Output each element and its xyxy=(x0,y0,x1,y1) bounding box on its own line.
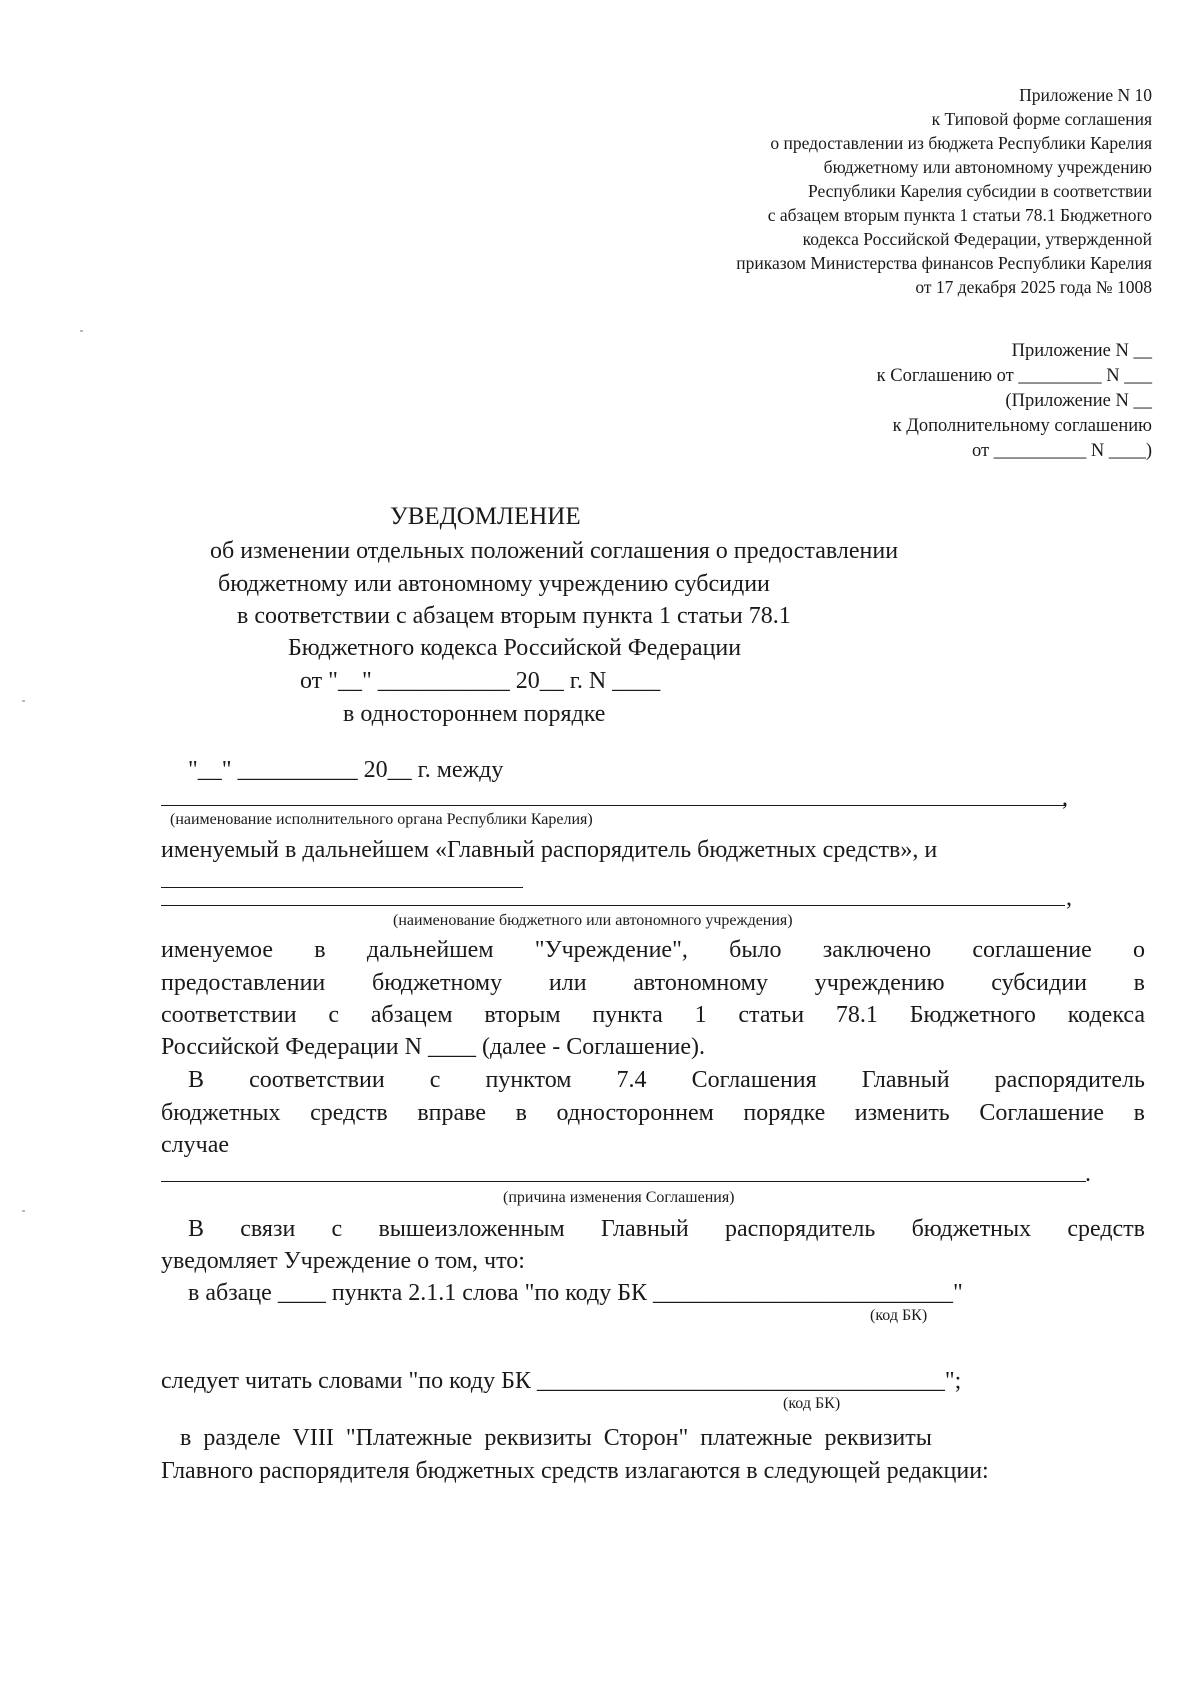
header-line: о предоставлении из бюджета Республики Карелия xyxy=(770,133,1152,153)
para1-line: предоставлении бюджетному или автономному учреждению субсидии в xyxy=(161,970,1145,996)
para1-line: именуемое в дальнейшем "Учреждение", было заключено соглашение о xyxy=(161,937,1145,963)
annex-block xyxy=(877,339,1152,464)
scan-speck xyxy=(80,330,83,332)
organ-name-rule xyxy=(161,805,1065,806)
header-line: Приложение N 10 xyxy=(1019,85,1152,105)
blank-rule xyxy=(161,887,523,888)
caption-organ: (наименование исполнительного органа Республики Карелия) xyxy=(170,811,593,828)
read-as-line: следует читать словами "по коду БК __________________________________"; xyxy=(161,1368,962,1394)
title-line: об изменении отдельных положений соглашения о предоставлении xyxy=(210,538,899,564)
para3-line: В связи с вышеизложенным Главный распорядитель бюджетных средств xyxy=(188,1216,1145,1242)
para2-line: В соответствии с пунктом 7.4 Соглашения Главный распорядитель xyxy=(188,1067,1145,1093)
scan-speck xyxy=(22,1210,25,1212)
header-line: к Типовой форме соглашения xyxy=(931,109,1152,129)
header-line: бюджетному или автономному учреждению xyxy=(823,157,1152,177)
para1-line: Российской Федерации N ____ (далее - Соглашение). xyxy=(161,1034,706,1060)
caption-reason: (причина изменения Соглашения) xyxy=(503,1189,735,1206)
title-line: в соответствии с абзацем вторым пункта 1 статьи 78.1 xyxy=(237,603,791,629)
named-chief-line: именуемый в дальнейшем «Главный распорядитель бюджетных средств», и xyxy=(161,837,938,863)
para3-line: уведомляет Учреждение о том, что: xyxy=(161,1248,525,1274)
caption-institution: (наименование бюджетного или автономного учреждения) xyxy=(393,912,793,929)
header-line: с абзацем вторым пункта 1 статьи 78.1 Бюджетного xyxy=(767,205,1152,225)
para2-line: случае xyxy=(161,1132,230,1158)
title-line: в одностороннем порядке xyxy=(343,701,606,727)
para4-line: в разделе VIII "Платежные реквизиты Сторон" платежные реквизиты xyxy=(180,1425,932,1451)
annex-line: к Соглашению от _________ N ___ xyxy=(876,366,1152,386)
abzats-line: в абзаце ____ пункта 2.1.1 слова "по коду БК _________________________" xyxy=(188,1280,963,1306)
scan-speck xyxy=(22,700,25,702)
date-between-line: "__" __________ 20__ г. между xyxy=(188,757,504,783)
annex-line: к Дополнительному соглашению xyxy=(892,416,1152,436)
header-block xyxy=(736,83,1152,299)
institution-name-rule xyxy=(161,905,1065,906)
comma: , xyxy=(1066,885,1072,911)
header-line: Республики Карелия субсидии в соответствии xyxy=(807,181,1152,201)
header-line: приказом Министерства финансов Республики Карелия xyxy=(736,253,1152,273)
title-line: Бюджетного кодекса Российской Федерации xyxy=(288,635,742,661)
comma: , xyxy=(1062,785,1068,811)
title-date-line: от "__" ___________ 20__ г. N ____ xyxy=(300,668,661,694)
para2-line: бюджетных средств вправе в одностороннем порядке изменить Соглашение в xyxy=(161,1100,1145,1126)
annex-line: (Приложение N __ xyxy=(1005,391,1152,411)
para4-line: Главного распорядителя бюджетных средств излагаются в следующей редакции: xyxy=(161,1458,989,1484)
header-line: кодекса Российской Федерации, утвержденной xyxy=(802,229,1152,249)
header-line: от 17 декабря 2025 года № 1008 xyxy=(915,277,1152,297)
caption-kbk: (код БК) xyxy=(783,1395,841,1412)
title-line: бюджетному или автономному учреждению субсидии xyxy=(218,571,770,597)
annex-line: Приложение N __ xyxy=(1011,341,1152,361)
period: . xyxy=(1085,1161,1091,1187)
para1-line: соответствии с абзацем вторым пункта 1 статьи 78.1 Бюджетного кодекса xyxy=(161,1002,1145,1028)
document-title: УВЕДОМЛЕНИЕ xyxy=(390,503,581,530)
reason-rule xyxy=(161,1181,1086,1182)
caption-kbk: (код БК) xyxy=(870,1307,928,1324)
annex-line: от __________ N ____) xyxy=(972,441,1152,461)
